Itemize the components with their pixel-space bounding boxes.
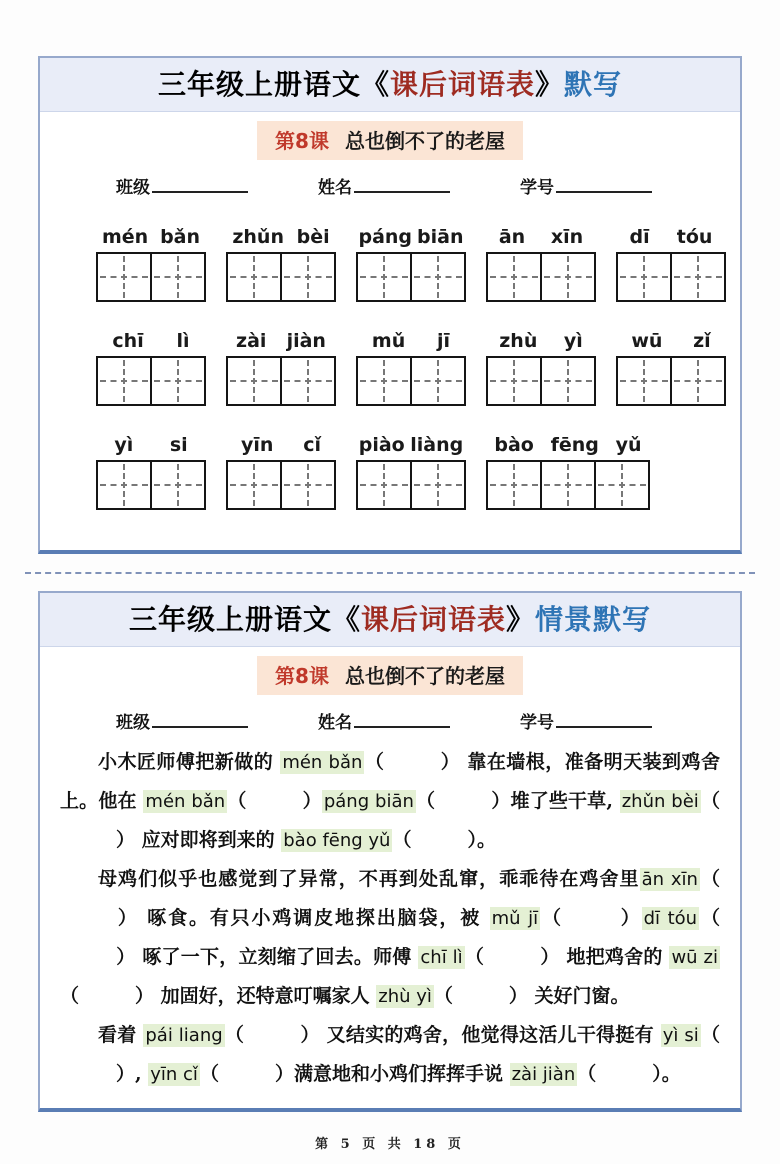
pinyin-syllable: chī — [112, 330, 144, 352]
character-box — [486, 460, 542, 510]
student-number-field-label: 学号 — [520, 713, 554, 733]
answer-blank: （ ） — [415, 790, 511, 812]
character-box — [410, 252, 466, 302]
scenario-panel — [38, 591, 742, 1112]
scenario-title — [40, 593, 740, 647]
pinyin-syllable: zhù — [499, 330, 538, 352]
pinyin-highlight: páng biān — [323, 791, 414, 812]
pinyin-highlight: zài jiàn — [511, 1064, 576, 1085]
pinyin-highlight: bào fēng yǔ — [283, 830, 391, 851]
character-box — [410, 356, 466, 406]
lesson-name: 总也倒不了的老屋 — [344, 664, 505, 688]
word-group — [616, 223, 726, 302]
lesson-banner-wrap — [40, 121, 740, 160]
lesson-name: 总也倒不了的老屋 — [344, 129, 505, 153]
answer-blank: （ ） — [227, 790, 322, 812]
class-field-blank — [152, 715, 248, 728]
title-mode: 默写 — [564, 68, 623, 101]
word-group — [96, 327, 206, 406]
character-box — [540, 460, 596, 510]
word-group — [226, 223, 336, 302]
dictation-title — [40, 58, 740, 112]
pinyin-syllable: si — [169, 434, 188, 456]
character-box — [616, 356, 672, 406]
word-grid — [40, 223, 740, 550]
answer-blank: （） — [116, 907, 720, 968]
word-pinyin — [486, 431, 650, 456]
word-group — [226, 431, 336, 510]
lesson-banner — [257, 656, 523, 695]
student-info-row — [40, 708, 740, 733]
word-group — [356, 431, 466, 510]
lesson-number: 第8课 — [275, 664, 329, 688]
name-field-label: 姓名 — [318, 178, 352, 198]
word-pinyin — [486, 223, 596, 248]
pinyin-syllable: yì — [563, 330, 583, 352]
pinyin-syllable: fēng — [550, 434, 599, 456]
passage-paragraph: 小木匠师傅把新做的 mén bǎn （ ） 靠在墙根，准备明天装到鸡舍上。他在 mén bǎn （ ） páng biān （ ）堆了些干草, zhǔn bèi （） 应对即将到来的 bào fēng yǔ （ ）。 — [60, 751, 720, 851]
passage-paragraph: 母鸡们似乎也感觉到了异常，不再到处乱窜，乖乖待在鸡舍里 ān xīn （） 啄食。有只小鸡调皮地探出脑袋，被 mǔ jī （ ） dī tóu （） 啄了一下，立刻缩了回去。师傅 chī lì （ ） 地把鸡舍的 wū zi（ ） 加固好，还特意叮嘱家人 zhù yì （ ） 关好门窗。 — [60, 868, 720, 1007]
pinyin-syllable: zhǔn — [232, 226, 284, 248]
character-box — [486, 356, 542, 406]
name-field-label: 姓名 — [318, 713, 352, 733]
character-box — [410, 460, 466, 510]
pinyin-syllable: cǐ — [303, 434, 322, 456]
character-box — [670, 356, 726, 406]
passage — [40, 733, 740, 1108]
character-box — [356, 460, 412, 510]
pinyin-syllable: bèi — [296, 226, 330, 248]
class-field-label: 班级 — [116, 178, 150, 198]
student-number-field — [520, 173, 652, 198]
title-book: 课后词语表 — [360, 603, 506, 636]
character-box — [486, 252, 542, 302]
word-group — [486, 431, 650, 510]
pinyin-syllable: zài — [236, 330, 267, 352]
word-pinyin — [616, 327, 726, 352]
answer-blank: （ ） — [433, 985, 528, 1007]
writing-boxes — [616, 252, 726, 302]
pinyin-syllable: tóu — [676, 226, 713, 248]
pinyin-syllable: zǐ — [693, 330, 711, 352]
answer-blank: （ ） — [464, 946, 560, 968]
class-field — [116, 708, 248, 733]
character-box — [96, 356, 152, 406]
name-field-blank — [354, 715, 450, 728]
pinyin-syllable: bǎn — [160, 226, 201, 248]
student-number-field-label: 学号 — [520, 178, 554, 198]
name-field-blank — [354, 180, 450, 193]
character-box — [226, 356, 282, 406]
answer-blank: （ ） — [364, 751, 461, 773]
character-box — [96, 460, 152, 510]
answer-blank: （） — [116, 1024, 720, 1085]
word-pinyin — [356, 431, 466, 456]
pinyin-highlight: wū zi — [671, 947, 718, 968]
pinyin-syllable: páng — [358, 226, 413, 248]
pinyin-syllable: lì — [176, 330, 190, 352]
cut-line-divider — [25, 572, 755, 574]
lesson-banner — [257, 121, 523, 160]
pinyin-syllable: xīn — [550, 226, 584, 248]
writing-boxes — [356, 356, 466, 406]
writing-boxes — [486, 356, 596, 406]
pinyin-highlight: dī tóu — [643, 908, 698, 929]
character-box — [280, 252, 336, 302]
pinyin-highlight: zhù yì — [378, 986, 432, 1007]
title-bracket-open: 《 — [360, 68, 390, 101]
word-pinyin — [226, 431, 336, 456]
writing-boxes — [96, 460, 206, 510]
character-box — [150, 356, 206, 406]
word-group — [96, 431, 206, 510]
word-pinyin — [226, 327, 336, 352]
answer-blank: （ ） — [392, 829, 477, 851]
word-pinyin — [356, 327, 466, 352]
pinyin-highlight: zhǔn bèi — [621, 791, 699, 812]
student-number-field — [520, 708, 652, 733]
class-field-label: 班级 — [116, 713, 150, 733]
writing-boxes — [226, 252, 336, 302]
word-group — [356, 223, 466, 302]
word-group — [486, 223, 596, 302]
pinyin-syllable: piào — [358, 434, 405, 456]
character-box — [540, 356, 596, 406]
word-row — [40, 223, 740, 302]
name-field — [318, 173, 450, 198]
class-field — [116, 173, 248, 198]
student-number-field-blank — [556, 715, 652, 728]
character-box — [356, 356, 412, 406]
character-box — [96, 252, 152, 302]
pinyin-syllable: jiàn — [286, 330, 326, 352]
character-box — [226, 460, 282, 510]
title-bracket-close: 》 — [506, 603, 536, 636]
title-grade: 三年级上册语文 — [128, 603, 332, 636]
word-pinyin — [226, 223, 336, 248]
word-group — [356, 327, 466, 406]
student-info-row — [40, 173, 740, 198]
character-box — [150, 460, 206, 510]
pinyin-highlight: mén bǎn — [145, 791, 226, 812]
name-field — [318, 708, 450, 733]
pinyin-highlight: ān xīn — [641, 869, 698, 890]
character-box — [150, 252, 206, 302]
word-row — [40, 327, 740, 406]
word-group — [96, 223, 206, 302]
title-bracket-close: 》 — [535, 68, 565, 101]
pinyin-syllable: liàng — [410, 434, 464, 456]
pinyin-highlight: chī lì — [420, 947, 463, 968]
answer-blank: （） — [116, 868, 720, 929]
pinyin-syllable: dī — [629, 226, 650, 248]
answer-blank: （ ） — [540, 907, 642, 929]
pinyin-syllable: jī — [437, 330, 451, 352]
page-footer: 第 5 页 共 18 页 — [315, 1137, 465, 1152]
writing-boxes — [356, 460, 466, 510]
pinyin-syllable: yīn — [240, 434, 274, 456]
answer-blank: （ ） — [199, 1063, 294, 1085]
character-box — [594, 460, 650, 510]
title-grade: 三年级上册语文 — [157, 68, 361, 101]
pinyin-highlight: mǔ jī — [491, 908, 539, 929]
word-pinyin — [616, 223, 726, 248]
answer-blank: （ ） — [577, 1063, 662, 1085]
lesson-banner-wrap — [40, 656, 740, 695]
pinyin-syllable: yǔ — [615, 434, 642, 456]
pinyin-highlight: yì si — [662, 1025, 699, 1046]
word-row — [40, 431, 740, 510]
writing-boxes — [226, 460, 336, 510]
character-box — [356, 252, 412, 302]
word-pinyin — [356, 223, 466, 248]
writing-boxes — [486, 460, 650, 510]
writing-boxes — [96, 356, 206, 406]
character-box — [540, 252, 596, 302]
title-book: 课后词语表 — [389, 68, 535, 101]
writing-boxes — [96, 252, 206, 302]
class-field-blank — [152, 180, 248, 193]
answer-blank: （ ） — [224, 1024, 320, 1046]
word-group — [486, 327, 596, 406]
pinyin-syllable: ān — [498, 226, 526, 248]
pinyin-highlight: pái liang — [145, 1025, 223, 1046]
pinyin-highlight: mén bǎn — [282, 752, 363, 773]
word-group — [616, 327, 726, 406]
character-box — [280, 356, 336, 406]
character-box — [616, 252, 672, 302]
writing-boxes — [356, 252, 466, 302]
writing-boxes — [226, 356, 336, 406]
title-mode: 情景默写 — [535, 603, 652, 636]
writing-boxes — [616, 356, 726, 406]
pinyin-syllable: bào — [494, 434, 534, 456]
pinyin-syllable: wū — [631, 330, 663, 352]
lesson-number: 第8课 — [275, 129, 329, 153]
title-bracket-open: 《 — [331, 603, 361, 636]
word-pinyin — [96, 327, 206, 352]
character-box — [280, 460, 336, 510]
writing-boxes — [486, 252, 596, 302]
word-pinyin — [486, 327, 596, 352]
student-number-field-blank — [556, 180, 652, 193]
pinyin-syllable: mén — [101, 226, 149, 248]
passage-paragraph: 看着 pái liang （ ） 又结实的鸡舍，他觉得这活儿干得挺有 yì si （）, yīn cǐ （ ）满意地和小鸡们挥挥手说 zài jiàn （ ）。 — [60, 1016, 720, 1094]
pinyin-highlight: yīn cǐ — [150, 1064, 198, 1085]
pinyin-syllable: yì — [114, 434, 134, 456]
character-box — [226, 252, 282, 302]
dictation-panel — [38, 56, 742, 554]
word-pinyin — [96, 223, 206, 248]
answer-blank: （） — [116, 790, 720, 851]
pinyin-syllable: biān — [417, 226, 464, 248]
answer-blank: （ ） — [60, 985, 155, 1007]
character-box — [670, 252, 726, 302]
word-pinyin — [96, 431, 206, 456]
word-group — [226, 327, 336, 406]
pinyin-syllable: mǔ — [371, 330, 406, 352]
